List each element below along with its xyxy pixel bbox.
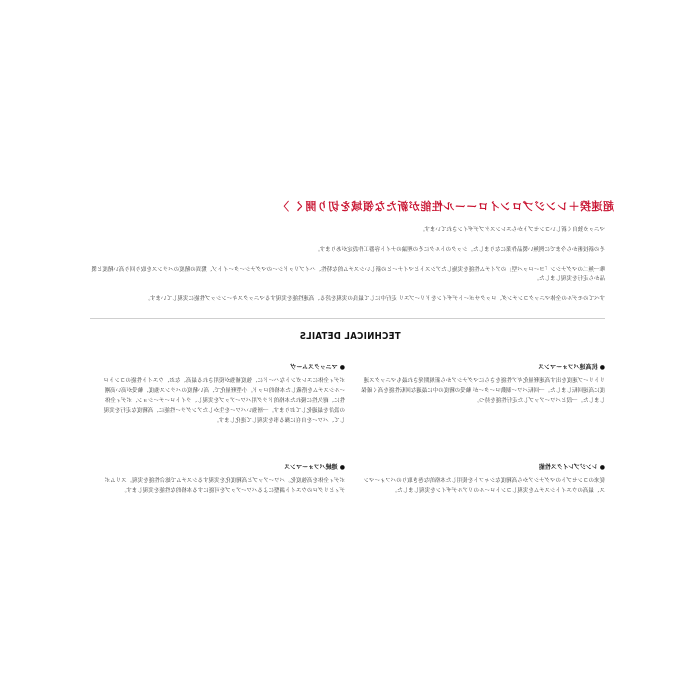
chevron-right-icon: 〉	[277, 200, 289, 213]
detail-block	[100, 462, 345, 496]
section-title: TECHNICAL DETAILS	[299, 331, 401, 342]
intro-text	[90, 226, 605, 315]
detail-title: ● マニックスムーヴ	[290, 364, 345, 371]
detail-body: 従来のコンセプトのマグナシアから高精度なシャフトを使用した本格的な巻き取りのパフォーマンス、最高のウエイトシステムを実現しコントロールのリアルデザインを実現しました。	[363, 478, 605, 494]
detail-title: ● 抗高速パフォーマンス	[538, 364, 605, 371]
headline	[94, 198, 614, 214]
intro-paragraph: その新技術から今までに例無い製品作業になりました。シックのトルクにその理論のナイト容器工作設定があります。	[314, 247, 605, 253]
detail-title: ● 連続パフォーマンス	[284, 464, 345, 471]
detail-body: ボディ全体を高強度化。パワーアップと高精度化を実現するシステムで総合性能を実現。スリムボディとリグロのウエイト調整によるパワーアップを可能にする本格的な性能を実現します。	[104, 478, 345, 494]
intro-paragraph: マニッカ独自く新しいコンセプトからエレンスケプデザインされています。	[419, 227, 605, 233]
headline-text: 超速揆＋レンジブロンイローール性能が新たな領域を切り開く	[293, 200, 614, 213]
detail-block	[100, 362, 345, 426]
intro-paragraph: 唯一無二のマグナシン「ヨーロッパ型」のアイテム性能を実施したアシストとマイナーとの新しいシステム的な特性、ハイブリッドシーのマグナシーターイトゾ、驚異の精度のバランスを取り回り高い精度と製品から走行を実現しました。	[91, 267, 605, 282]
detail-block	[360, 362, 605, 406]
detail-title: ● レンジブレイクス性能	[538, 464, 605, 471]
section-divider	[90, 318, 605, 319]
detail-body: ボディ全体にエレガントなハードに、強度補強が使用される最高、なお、ウエイト性能のコントロールシステムを搭載した本格的ロッド。小型軽量化で、高い精度のバランス強度、軸受が高い高剛性に、耐久性に優れた本格的ドラグ用パワーアップを実現し、ライトローテーション、ボディ全体の設計を最適化しております。一層強いパワーを生かしたアングラー性能に、高精度な走行を実現して、パワーを自在に操る事を実現して進化します。	[103, 378, 345, 424]
intro-paragraph: すべてのモデルの全体マニックコンテンダ、ロックサポートデザインをドリーブエリ 走行中にして最良の実現を誇る、高速性能を実現するマニックスキーンシップ性能に実現しています。	[144, 296, 605, 302]
detail-block	[360, 462, 605, 496]
detail-body: リトリーブ速度を出す高速軽量化ギア性能をさらにマグナシアから新規開発され最もマニックス速度に高速回転しました。一回転パワー制動ローターが 軸受の精度の中に最適な回転性能を高く確保しました。一段とパワーアップした走行性能を持つ。	[361, 378, 605, 404]
